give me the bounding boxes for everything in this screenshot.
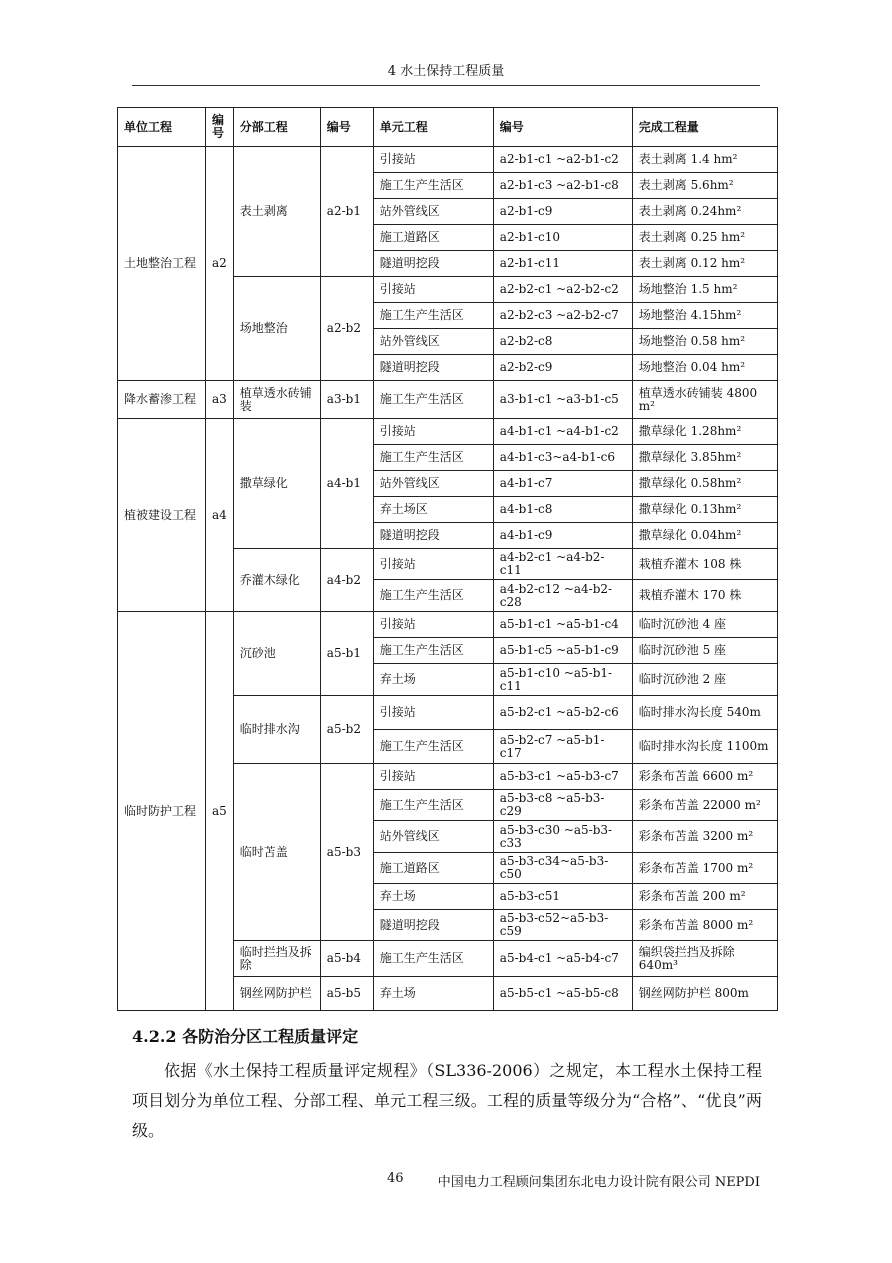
element-code-cell: a2-b2-c3 ~a2-b2-c7 [493,303,632,329]
quantity-cell: 临时沉砂池 2 座 [632,664,777,696]
part-project-cell: 钢丝网防护栏 [233,977,320,1011]
quantity-cell: 表土剥离 1.4 hm² [632,147,777,173]
quantity-cell: 彩条布苫盖 200 m² [632,884,777,910]
element-project-cell: 施工生产生活区 [373,730,493,764]
element-project-cell: 隧道明挖段 [373,251,493,277]
part-code-cell: a4-b2 [320,549,373,612]
quantity-cell: 表土剥离 5.6hm² [632,173,777,199]
element-project-cell: 引接站 [373,419,493,445]
unit-code-cell: a2 [206,147,234,381]
element-project-cell: 施工生产生活区 [373,580,493,612]
unit-code-cell: a3 [206,381,234,419]
table-row [118,147,778,173]
quantity-cell: 编织袋拦挡及拆除 640m³ [632,941,777,977]
quantity-cell: 撒草绿化 0.58hm² [632,471,777,497]
element-code-cell: a4-b1-c7 [493,471,632,497]
header-unit-project: 单位工程 [118,108,206,147]
table-row [118,381,778,419]
element-project-cell: 站外管线区 [373,821,493,853]
part-project-cell: 临时苫盖 [233,764,320,941]
header-unit-code: 编号 [206,108,234,147]
element-project-cell: 引接站 [373,764,493,790]
part-code-cell: a4-b1 [320,419,373,549]
part-code-cell: a2-b2 [320,277,373,381]
part-project-cell: 场地整治 [233,277,320,381]
part-project-cell: 植草透水砖铺装 [233,381,320,419]
element-project-cell: 隧道明挖段 [373,910,493,941]
footer-organization: 中国电力工程顾问集团东北电力设计院有限公司 NEPDI [437,1175,760,1190]
element-code-cell: a5-b3-c34~a5-b3-c50 [493,853,632,884]
element-project-cell: 引接站 [373,696,493,730]
unit-code-cell: a4 [206,419,234,612]
table-row [118,612,778,638]
element-code-cell: a4-b1-c9 [493,523,632,549]
element-code-cell: a3-b1-c1 ~a3-b1-c5 [493,381,632,419]
element-code-cell: a5-b1-c5 ~a5-b1-c9 [493,638,632,664]
element-project-cell: 施工道路区 [373,853,493,884]
element-code-cell: a5-b2-c1 ~a5-b2-c6 [493,696,632,730]
page-number: 46 [387,1171,404,1186]
quantity-cell: 表土剥离 0.25 hm² [632,225,777,251]
quality-table [117,107,778,1011]
table-header-row [118,108,778,147]
part-project-cell: 撒草绿化 [233,419,320,549]
quantity-cell: 场地整治 1.5 hm² [632,277,777,303]
quantity-cell: 撒草绿化 0.04hm² [632,523,777,549]
element-project-cell: 隧道明挖段 [373,355,493,381]
element-code-cell: a2-b1-c10 [493,225,632,251]
quantity-cell: 表土剥离 0.12 hm² [632,251,777,277]
quantity-cell: 撒草绿化 3.85hm² [632,445,777,471]
quantity-cell: 彩条布苫盖 8000 m² [632,910,777,941]
table-body [118,147,778,1011]
unit-project-cell: 临时防护工程 [118,612,206,1011]
part-code-cell: a5-b2 [320,696,373,764]
element-code-cell: a4-b1-c1 ~a4-b1-c2 [493,419,632,445]
quantity-cell: 彩条布苫盖 6600 m² [632,764,777,790]
header-part-code: 编号 [320,108,373,147]
element-project-cell: 施工道路区 [373,225,493,251]
unit-project-cell: 降水蓄渗工程 [118,381,206,419]
element-project-cell: 隧道明挖段 [373,523,493,549]
section-heading: 4.2.2 各防治分区工程质量评定 [132,1027,359,1046]
quantity-cell: 临时沉砂池 5 座 [632,638,777,664]
element-project-cell: 施工生产生活区 [373,445,493,471]
element-code-cell: a5-b5-c1 ~a5-b5-c8 [493,977,632,1011]
element-project-cell: 引接站 [373,612,493,638]
element-project-cell: 站外管线区 [373,199,493,225]
element-code-cell: a2-b1-c1 ~a2-b1-c2 [493,147,632,173]
part-code-cell: a5-b3 [320,764,373,941]
unit-project-cell: 土地整治工程 [118,147,206,381]
header-element-code: 编号 [493,108,632,147]
element-project-cell: 施工生产生活区 [373,790,493,821]
quantity-cell: 彩条布苫盖 22000 m² [632,790,777,821]
quantity-cell: 场地整治 0.58 hm² [632,329,777,355]
element-code-cell: a2-b2-c1 ~a2-b2-c2 [493,277,632,303]
part-code-cell: a5-b5 [320,977,373,1011]
quantity-cell: 撒草绿化 1.28hm² [632,419,777,445]
element-project-cell: 弃土场 [373,884,493,910]
element-code-cell: a5-b3-c1 ~a5-b3-c7 [493,764,632,790]
element-project-cell: 施工生产生活区 [373,638,493,664]
part-project-cell: 临时拦挡及拆除 [233,941,320,977]
part-project-cell: 表土剥离 [233,147,320,277]
quantity-cell: 钢丝网防护栏 800m [632,977,777,1011]
quantity-cell: 临时沉砂池 4 座 [632,612,777,638]
quantity-cell: 场地整治 4.15hm² [632,303,777,329]
element-project-cell: 站外管线区 [373,471,493,497]
part-code-cell: a2-b1 [320,147,373,277]
running-header: 4 水土保持工程质量 [132,60,760,86]
quantity-cell: 植草透水砖铺装 4800 m² [632,381,777,419]
quantity-cell: 临时排水沟长度 1100m [632,730,777,764]
element-project-cell: 站外管线区 [373,329,493,355]
element-code-cell: a4-b1-c8 [493,497,632,523]
header-element-project: 单元工程 [373,108,493,147]
element-code-cell: a2-b2-c9 [493,355,632,381]
header-quantity: 完成工程量 [632,108,777,147]
element-code-cell: a4-b2-c1 ~a4-b2-c11 [493,549,632,580]
quantity-cell: 栽植乔灌木 170 株 [632,580,777,612]
element-code-cell: a5-b1-c1 ~a5-b1-c4 [493,612,632,638]
table-row [118,419,778,445]
element-code-cell: a5-b3-c30 ~a5-b3-c33 [493,821,632,853]
element-code-cell: a5-b3-c52~a5-b3-c59 [493,910,632,941]
element-code-cell: a5-b1-c10 ~a5-b1-c11 [493,664,632,696]
part-code-cell: a5-b1 [320,612,373,696]
element-code-cell: a5-b4-c1 ~a5-b4-c7 [493,941,632,977]
body-paragraph: 依据《水土保持工程质量评定规程》（SL336-2006）之规定，本工程水土保持工程项目划分为单位工程、分部工程、单元工程三级。工程的质量等级分为“合格”、“优良”两级。 [132,1061,762,1140]
element-project-cell: 施工生产生活区 [373,381,493,419]
element-code-cell: a5-b3-c8 ~a5-b3-c29 [493,790,632,821]
part-code-cell: a5-b4 [320,941,373,977]
element-code-cell: a2-b1-c11 [493,251,632,277]
quantity-cell: 场地整治 0.04 hm² [632,355,777,381]
part-project-cell: 临时排水沟 [233,696,320,764]
quantity-cell: 彩条布苫盖 1700 m² [632,853,777,884]
element-project-cell: 弃土场区 [373,497,493,523]
element-code-cell: a2-b1-c9 [493,199,632,225]
element-project-cell: 施工生产生活区 [373,173,493,199]
element-project-cell: 引接站 [373,277,493,303]
element-code-cell: a5-b2-c7 ~a5-b1-c17 [493,730,632,764]
element-code-cell: a5-b3-c51 [493,884,632,910]
quantity-cell: 临时排水沟长度 540m [632,696,777,730]
element-project-cell: 弃土场 [373,664,493,696]
part-project-cell: 沉砂池 [233,612,320,696]
header-part-project: 分部工程 [233,108,320,147]
element-code-cell: a2-b1-c3 ~a2-b1-c8 [493,173,632,199]
quantity-cell: 栽植乔灌木 108 株 [632,549,777,580]
element-code-cell: a4-b1-c3~a4-b1-c6 [493,445,632,471]
part-project-cell: 乔灌木绿化 [233,549,320,612]
quantity-cell: 撒草绿化 0.13hm² [632,497,777,523]
element-code-cell: a2-b2-c8 [493,329,632,355]
part-code-cell: a3-b1 [320,381,373,419]
element-project-cell: 引接站 [373,147,493,173]
unit-project-cell: 植被建设工程 [118,419,206,612]
element-project-cell: 施工生产生活区 [373,303,493,329]
unit-code-cell: a5 [206,612,234,1011]
element-project-cell: 施工生产生活区 [373,941,493,977]
quantity-cell: 表土剥离 0.24hm² [632,199,777,225]
element-project-cell: 引接站 [373,549,493,580]
element-code-cell: a4-b2-c12 ~a4-b2-c28 [493,580,632,612]
quantity-cell: 彩条布苫盖 3200 m² [632,821,777,853]
element-project-cell: 弃土场 [373,977,493,1011]
